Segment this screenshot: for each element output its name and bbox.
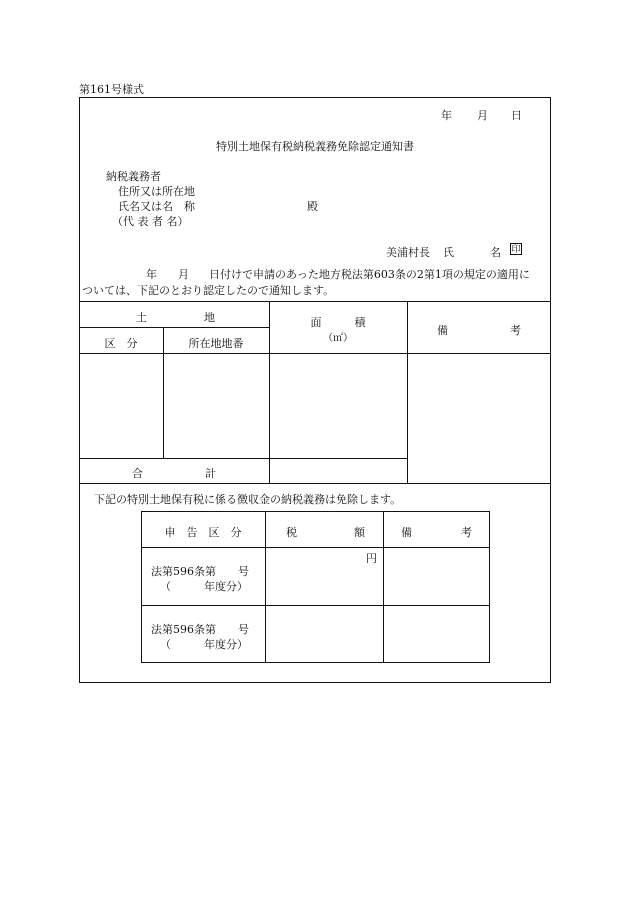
taxpayer-heading: 納税義務者 xyxy=(106,170,161,183)
tax-col-remarks-bi: 備 xyxy=(401,526,412,539)
land-col-divider-3 xyxy=(407,301,408,483)
exemption-statement: 下記の特別土地保有税に係る徴収金の納税義務は免除します。 xyxy=(94,493,402,506)
notice-line2: ついては、下記のとおり認定したので通知します。 xyxy=(82,284,335,297)
land-col-kubun: 区 分 xyxy=(104,337,138,350)
date-day: 日 xyxy=(511,109,522,122)
tax-row-divider xyxy=(141,605,490,606)
honorific: 殿 xyxy=(307,200,318,213)
document-title: 特別土地保有税納税義務免除認定通知書 xyxy=(216,140,414,153)
name-label: 氏名又は名 称 xyxy=(118,200,195,213)
land-col-location: 所在地地番 xyxy=(188,337,244,350)
land-col-area: 面 積 xyxy=(310,316,366,329)
land-col-remarks-bi: 備 xyxy=(437,324,448,337)
address-label: 住所又は所在地 xyxy=(118,185,195,198)
land-header-bottom xyxy=(79,353,551,354)
representative-label: （代 表 者 名） xyxy=(112,215,189,228)
land-col-remarks-kou: 考 xyxy=(510,324,521,337)
tax-col-remarks-kou: 考 xyxy=(461,526,472,539)
notice-line1: 日付けで申請のあった地方税法第603条の2第1項の規定の適用に xyxy=(209,268,530,281)
tax-row1-year: （ 年度分） xyxy=(160,580,248,593)
issuer-title: 美浦村長 xyxy=(386,246,430,259)
notice-year: 年 xyxy=(146,268,157,281)
land-header-tsuchi: 土 xyxy=(136,311,147,324)
tax-row1-law: 法第596条第 号 xyxy=(151,565,249,578)
land-area-unit: （㎡） xyxy=(323,333,353,344)
land-table-bottom xyxy=(79,483,551,484)
tax-col-category: 申 告 区 分 xyxy=(164,526,242,539)
tax-col-amount-zei: 税 xyxy=(286,526,297,539)
date-year: 年 xyxy=(441,109,452,122)
land-total-gou: 合 xyxy=(132,467,143,480)
notice-month: 月 xyxy=(178,268,189,281)
tax-header-bottom xyxy=(141,547,490,548)
date-month: 月 xyxy=(477,109,488,122)
tax-row2-law: 法第596条第 号 xyxy=(151,623,249,636)
tax-yen-unit: 円 xyxy=(366,552,377,565)
issuer-mei: 名 xyxy=(490,246,501,259)
land-total-kei: 計 xyxy=(205,467,216,480)
land-table-top xyxy=(79,301,551,302)
issuer-shi: 氏 xyxy=(443,246,454,259)
seal-mark: 印 xyxy=(511,245,521,255)
tax-col-amount-gaku: 額 xyxy=(354,526,365,539)
tax-row2-year: （ 年度分） xyxy=(160,638,248,651)
land-header-chi: 地 xyxy=(204,311,215,324)
land-total-top xyxy=(79,458,407,459)
tax-col-divider-2 xyxy=(383,511,384,663)
form-number: 第161号様式 xyxy=(79,83,144,96)
land-subheader-line xyxy=(79,327,269,328)
tax-col-divider-1 xyxy=(265,511,266,663)
